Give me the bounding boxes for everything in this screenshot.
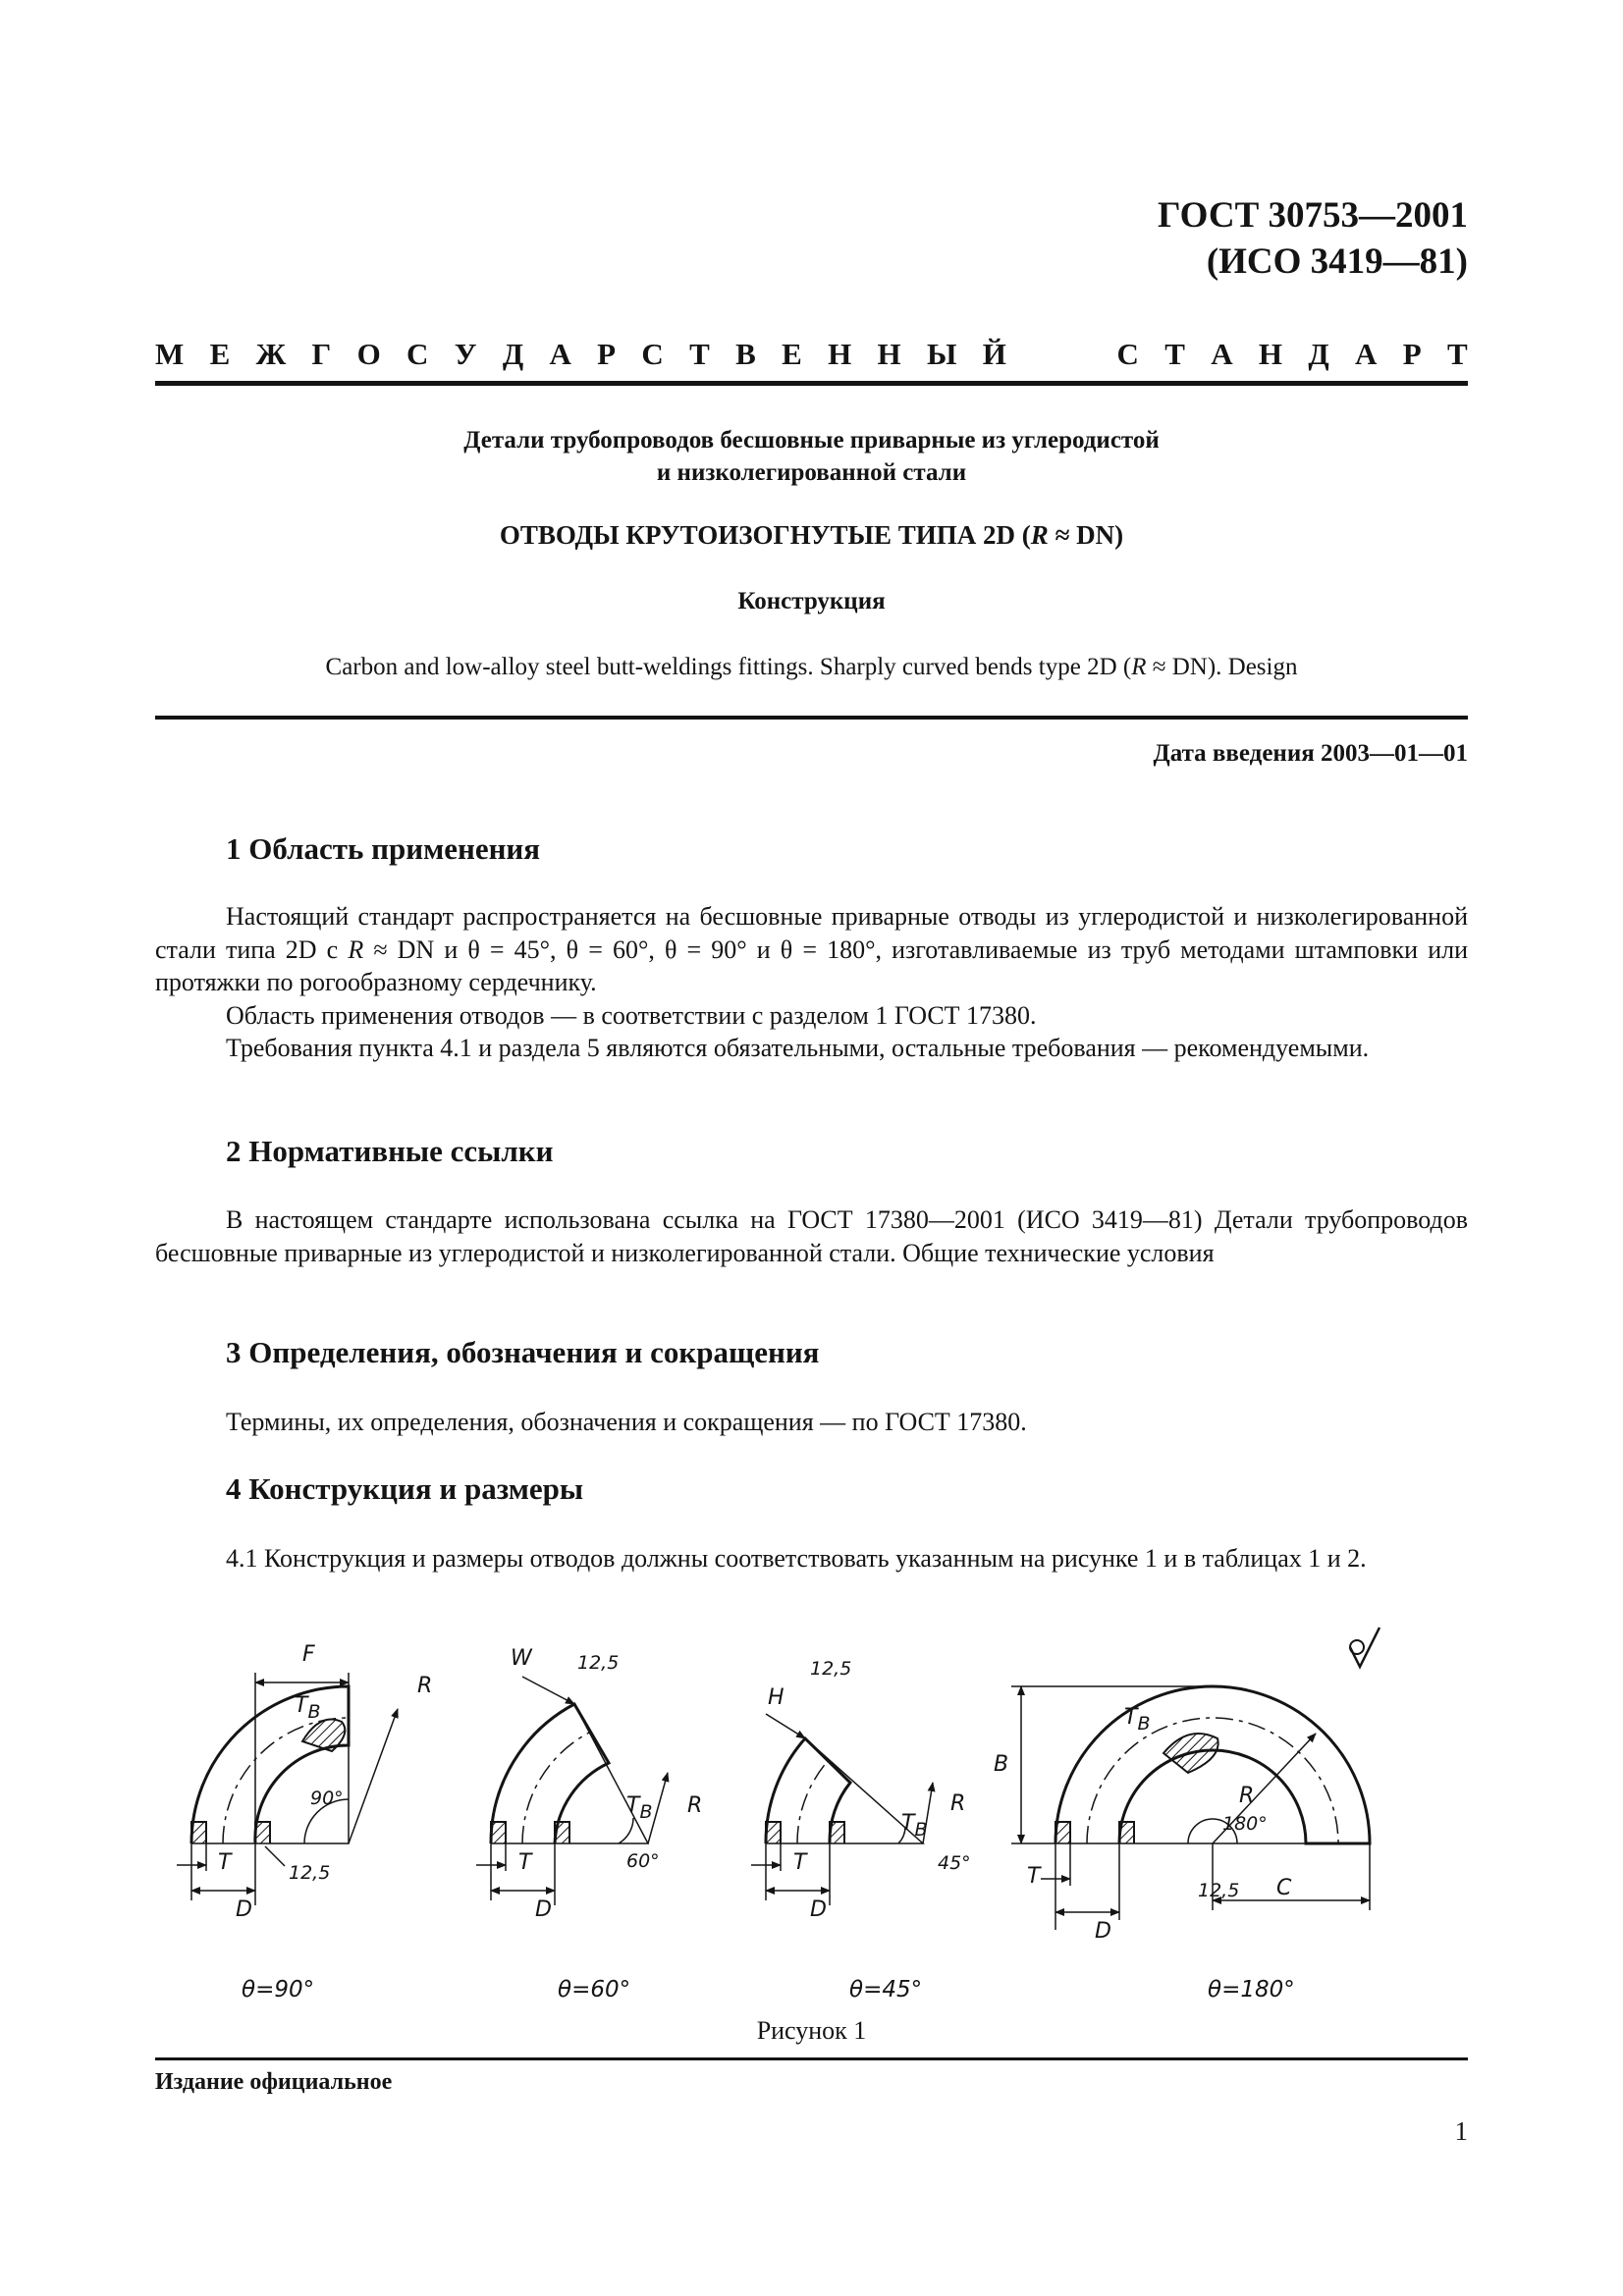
main-title-pre: ОТВОДЫ КРУТОИЗОГНУТЫЕ ТИПА 2D ( [499,520,1031,550]
category-letter: Т [1446,337,1468,371]
fig-label-TB-180: TВ [1124,1705,1151,1735]
category-letter: С [641,337,664,371]
category-letter: М [155,337,185,371]
figure-caption: Рисунок 1 [756,2016,867,2045]
theta-90: θ=90° [242,1977,315,2002]
fig-label-D-60: D [535,1897,552,1922]
doc-title-line1: Детали трубопроводов бесшовные приварные из углеродистой [463,427,1160,454]
theta-60: θ=60° [558,1977,631,2002]
fig-label-C: C [1276,1876,1292,1900]
category-letter: Р [1402,337,1422,371]
category-gap [1032,337,1091,372]
edition-note: Издание официальное [155,2069,393,2095]
section-1-para-3: Требования пункта 4.1 и раздела 5 являются обязательными, остальные требования — рекомендуемыми. [226,1034,1370,1062]
fig-label-H: H [768,1685,784,1710]
category-letter: Д [1308,337,1329,371]
fig-label-125-90: 12,5 [289,1862,331,1884]
figure-1-drawing [157,1626,1473,2018]
english-title-pre: Carbon and low-alloy steel butt-weldings fittings. Sharply curved bends type 2D ( [325,654,1132,680]
iso-number: (ИСО 3419—81) [1206,241,1468,282]
english-title-post: ≈ DN). Design [1146,654,1298,680]
s1-p1-pre: Настоящий стандарт распространяется на бесшовные приварные отводы из углеродистой и низколегированной стали типа 2D с [155,902,1468,964]
category-letter: В [735,337,756,371]
section-1-para-1 [155,900,1468,999]
fig-label-angle-60: 60° [626,1850,660,1872]
page-number: 1 [1454,2116,1468,2146]
doc-subtitle: Конструкция [737,588,886,614]
section-1-heading: 1 Область применения [226,831,541,866]
bend-45-drawing [751,1714,933,1905]
fig-label-angle-45: 45° [938,1852,971,1874]
category-letter: Е [782,337,802,371]
doc-title [155,424,1468,489]
s1-p1-post: ≈ DN и θ = 45°, θ = 60°, θ = 90° и θ = 180°, изготавливаемые из труб методами штамповки или протяжки по рогообразному сердечнику. [155,934,1468,996]
title-rule [155,716,1468,720]
fig-label-D-45: D [810,1897,827,1922]
standard-number-block [1158,192,1468,285]
fig-label-T-180: T [1027,1864,1041,1889]
fig-label-angle-180: 180° [1222,1813,1268,1835]
bend-90-drawing [177,1673,398,1905]
category-letter: С [406,337,429,371]
category-letter: А [1211,337,1233,371]
category-letter: Н [1258,337,1283,371]
fig-label-D-90: D [236,1897,252,1922]
fig-label-B: B [994,1752,1009,1777]
theta-45: θ=45° [849,1977,923,2002]
fig-label-T-45: T [793,1850,807,1875]
theta-180: θ=180° [1208,1977,1295,2002]
fig-label-TB-45: TВ [901,1811,928,1841]
category-letter: Е [209,337,231,371]
category-letter: А [549,337,571,371]
section-2-body [155,1203,1468,1269]
fig-label-D-180: D [1095,1919,1111,1944]
fig-label-angle-90: 90° [310,1788,344,1809]
bend-180-drawing [1011,1628,1380,1930]
category-letter: Г [311,337,332,371]
section-1-para-2: Область применения отводов — в соответствии с разделом 1 ГОСТ 17380. [226,1000,1037,1030]
category-letter: Й [982,337,1006,371]
doc-title-line2: и низколегированной стали [656,459,967,486]
category-letter: Т [689,337,710,371]
english-title-r: R [1131,654,1147,680]
fig-label-TB-90: TВ [295,1693,321,1723]
category-letter: Т [1164,337,1185,371]
fig-label-T-60: T [518,1850,532,1875]
category-letter: У [454,337,477,371]
fig-label-R-60: R [687,1793,703,1818]
category-letter: С [1116,337,1139,371]
doc-english-title [155,651,1468,684]
effective-date: Дата введения 2003—01—01 [1153,740,1468,767]
main-title-r: R [1030,520,1049,550]
fig-label-125-60: 12,5 [577,1652,620,1674]
fig-label-W: W [511,1646,532,1671]
fig-label-R-180: R [1239,1784,1255,1808]
section-4-body [155,1542,1468,1575]
section-3-heading: 3 Определения, обозначения и сокращения [226,1335,820,1369]
section-3-body [155,1406,1468,1439]
s1-p1-r: R [348,934,364,964]
fig-label-TB-60: TВ [626,1793,653,1823]
section-2-para-1: В настоящем стандарте использована ссылка на ГОСТ 17380—2001 (ИСО 3419—81) Детали трубопроводов бесшовные приварные из углеродистой и низколегированной стали. Общие технические условия [155,1205,1468,1267]
category-letter: Ж [255,337,287,371]
section-4-heading: 4 Конструкция и размеры [226,1471,584,1506]
standard-number: ГОСТ 30753—2001 [1158,195,1468,236]
section-4-para-1: 4.1 Конструкция и размеры отводов должны соответствовать указанным на рисунке 1 и в таблицах 1 и 2. [226,1544,1367,1573]
section-1-body [155,900,1468,1065]
fig-label-F: F [302,1642,315,1667]
fig-label-R-90: R [417,1674,433,1698]
category-letter: Н [828,337,852,371]
fig-label-R-45: R [950,1791,966,1816]
doc-main-title [155,517,1468,553]
section-2-heading: 2 Нормативные ссылки [226,1134,554,1168]
fig-label-T-90: T [218,1850,232,1875]
category-letter: Н [877,337,901,371]
standard-category [155,337,1468,372]
fig-label-125-45: 12,5 [810,1658,852,1680]
footer-rule [155,2057,1468,2060]
category-letter: Ы [926,337,957,371]
category-letter: А [1354,337,1378,371]
category-letter: Д [502,337,524,371]
main-title-post: ≈ DN) [1048,520,1124,550]
category-letter: Р [597,337,617,371]
fig-label-125-180: 12,5 [1198,1880,1240,1901]
category-letter: О [356,337,381,371]
header-rule [155,381,1468,386]
section-3-para-1: Термины, их определения, обозначения и сокращения — по ГОСТ 17380. [226,1408,1027,1436]
